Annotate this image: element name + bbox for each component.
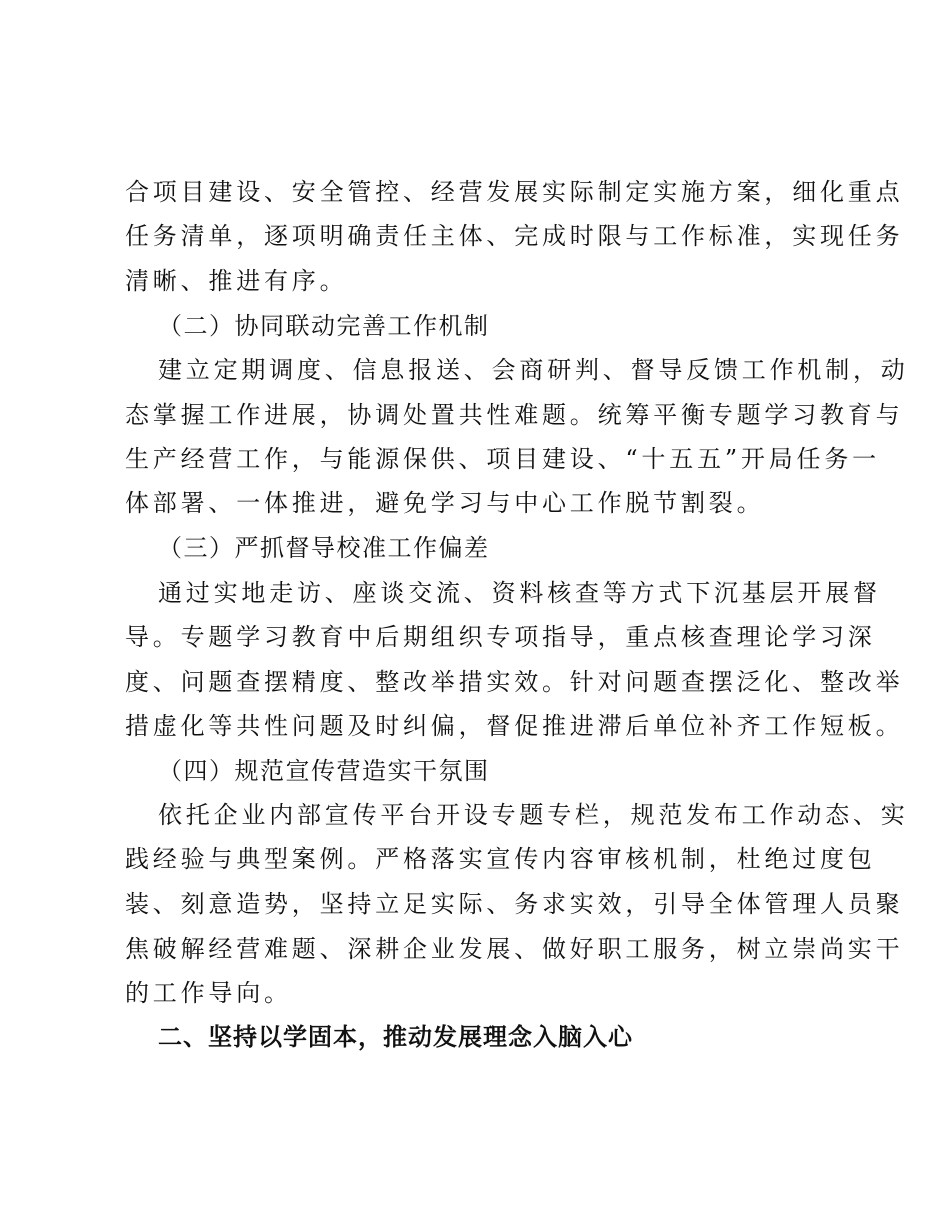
paragraph-line: 体部署、一体推进，避免学习与中心工作脱节割裂。: [125, 489, 765, 517]
section-heading: 二、坚持以学固本，推动发展理念入脑入心: [158, 1023, 633, 1051]
paragraph-line: 措虚化等共性问题及时纠偏，督促推进滞后单位补齐工作短板。: [125, 712, 904, 740]
paragraph-line: 合项目建设、安全管控、经营发展实际制定实施方案，细化重点: [125, 178, 904, 206]
paragraph-line: 清晰、推进有序。: [125, 267, 348, 295]
section-subheading: （四）规范宣传营造实干氛围: [158, 757, 490, 785]
paragraph-line: 的工作导向。: [125, 979, 292, 1007]
paragraph-line: 建立定期调度、信息报送、会商研判、督导反馈工作机制，动: [158, 356, 909, 384]
paragraph-line: 任务清单，逐项明确责任主体、完成时限与工作标准，实现任务: [125, 222, 904, 250]
paragraph-line: 导。专题学习教育中后期组织专项指导，重点核查理论学习深: [125, 623, 876, 651]
paragraph-line: 度、问题查摆精度、整改举措实效。针对问题查摆泛化、整改举: [125, 668, 904, 696]
paragraph-line: 装、刻意造势，坚持立足实际、务求实效，引导全体管理人员聚: [125, 890, 904, 918]
section-subheading: （二）协同联动完善工作机制: [158, 312, 490, 340]
paragraph-line: 通过实地走访、座谈交流、资料核查等方式下沉基层开展督: [158, 579, 881, 607]
section-subheading: （三）严抓督导校准工作偏差: [158, 534, 490, 562]
paragraph-line: 态掌握工作进展，协调处置共性难题。统筹平衡专题学习教育与: [125, 401, 904, 429]
paragraph-line: 依托企业内部宣传平台开设专题专栏，规范发布工作动态、实: [158, 801, 909, 829]
paragraph-line: 践经验与典型案例。严格落实宣传内容审核机制，杜绝过度包: [125, 845, 876, 873]
paragraph-line: 焦破解经营难题、深耕企业发展、做好职工服务，树立崇尚实干: [125, 935, 904, 963]
paragraph-line: 生产经营工作，与能源保供、项目建设、“十五五”开局任务一: [125, 445, 880, 473]
